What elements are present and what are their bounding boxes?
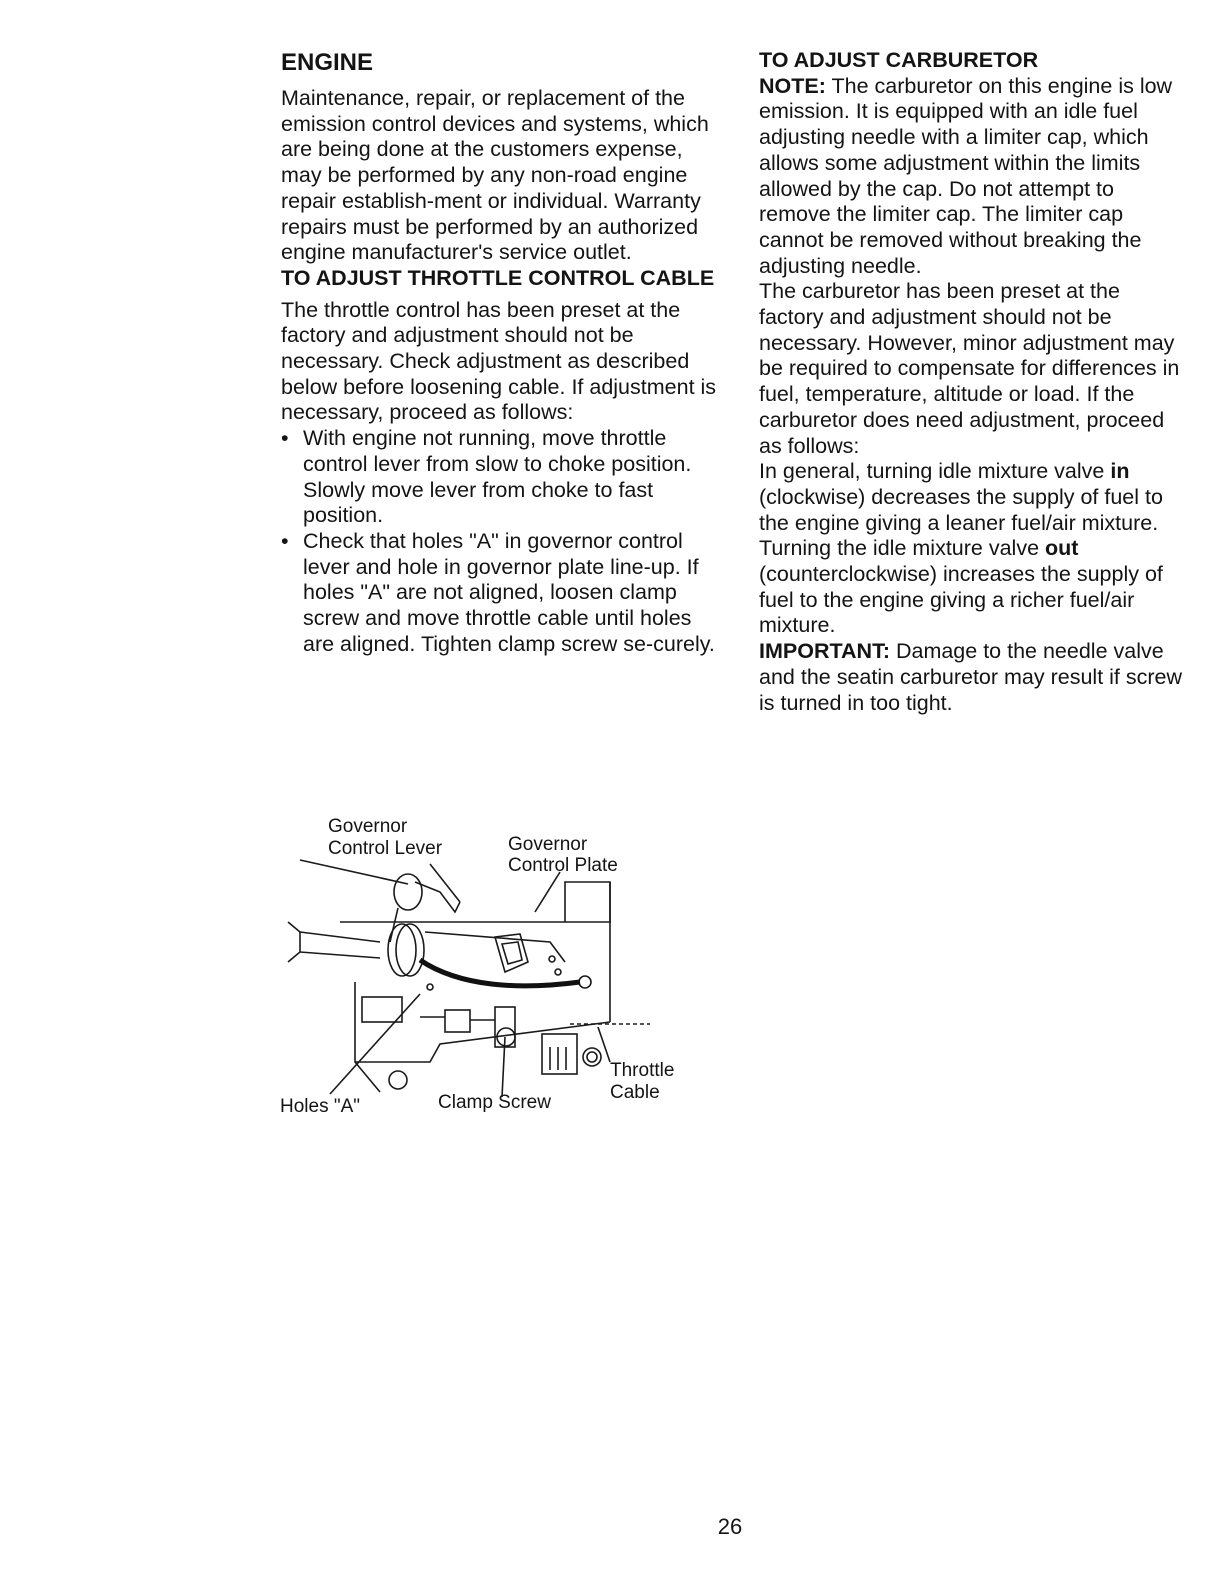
- important-paragraph: [759, 639, 1189, 716]
- engine-title: ENGINE: [281, 49, 374, 76]
- label-holes-a: Holes "A": [280, 1096, 361, 1117]
- page-number: 26: [717, 1514, 743, 1539]
- engine-intro: Maintenance, repair, or replacement of the emission control devices and systems, which are being done at the customers expense, may be performed by any non-road engine repair establish-ment or individual. Warranty repairs must be performed by an authorized engine manufacturer's service outlet.: [281, 86, 709, 265]
- list-item: [281, 426, 721, 529]
- label-governor-lever-1: Governor: [328, 816, 408, 837]
- governor-figure: [280, 812, 700, 1122]
- important-text: Damage to the needle valve and the seatin carburetor may result if screw is turned in too tight.: [759, 639, 1183, 715]
- important-label: IMPORTANT:: [759, 639, 890, 664]
- general-text-2: (clockwise) decreases the supply of fuel to the engine giving a leaner fuel/air mixture. Turning the idle mixture valve: [759, 484, 1163, 561]
- bullet-icon: •: [281, 426, 289, 451]
- throttle-steps: [281, 426, 721, 657]
- note-label: NOTE:: [759, 73, 826, 98]
- step-text: With engine not running, move throttle control lever from slow to choke position. Slowly move lever from choke to fast position.: [303, 426, 692, 528]
- label-governor-plate-1: Governor: [508, 834, 588, 855]
- general-paragraph: [759, 459, 1189, 639]
- throttle-text: The throttle control has been preset at the factory and adjustment should not be necessary. Check adjustment as described below before loosening cable. If adjustment is necessary, proceed as follows:: [281, 297, 717, 425]
- in-word: in: [1110, 459, 1130, 484]
- left-column: [281, 48, 721, 657]
- note-paragraph: [759, 74, 1189, 280]
- note-text: The carburetor on this engine is low emission. It is equipped with an idle fuel adjusting needle with a limiter cap, which allows some adjustment within the limits allowed by the cap. Do not attempt to remove the limiter cap. The limiter cap cannot be removed without breaking the adjusting needle.: [759, 73, 1173, 278]
- general-text-1: In general, turning idle mixture valve: [759, 459, 1111, 484]
- carburetor-heading: TO ADJUST CARBURETOR: [759, 48, 1039, 72]
- label-throttle-2: Cable: [610, 1082, 660, 1103]
- throttle-heading: TO ADJUST THROTTLE CONTROL CABLE: [281, 265, 715, 290]
- label-governor-lever-2: Control Lever: [328, 838, 443, 859]
- general-text-3: (counterclockwise) increases the supply of fuel to the engine giving a richer fuel/air mixture.: [759, 562, 1163, 638]
- list-item: [281, 529, 721, 658]
- step-text: Check that holes "A" in governor control lever and hole in governor plate line-up. If holes "A" are not aligned, loosen clamp screw and move throttle cable until holes are aligned. Tighten clamp screw se-curely.: [303, 528, 715, 656]
- out-word: out: [1045, 536, 1079, 561]
- bullet-icon: •: [281, 528, 289, 553]
- label-throttle-1: Throttle: [610, 1060, 675, 1081]
- label-governor-plate-2: Control Plate: [508, 855, 618, 876]
- preset-paragraph: The carburetor has been preset at the factory and adjustment should not be necessary. However, minor adjustment may be required to compensate for differences in fuel, temperature, altitude or load. If the carburetor does need adjustment, proceed as follows:: [759, 279, 1180, 458]
- label-clamp-screw: Clamp Screw: [438, 1092, 551, 1113]
- right-column: [759, 48, 1189, 716]
